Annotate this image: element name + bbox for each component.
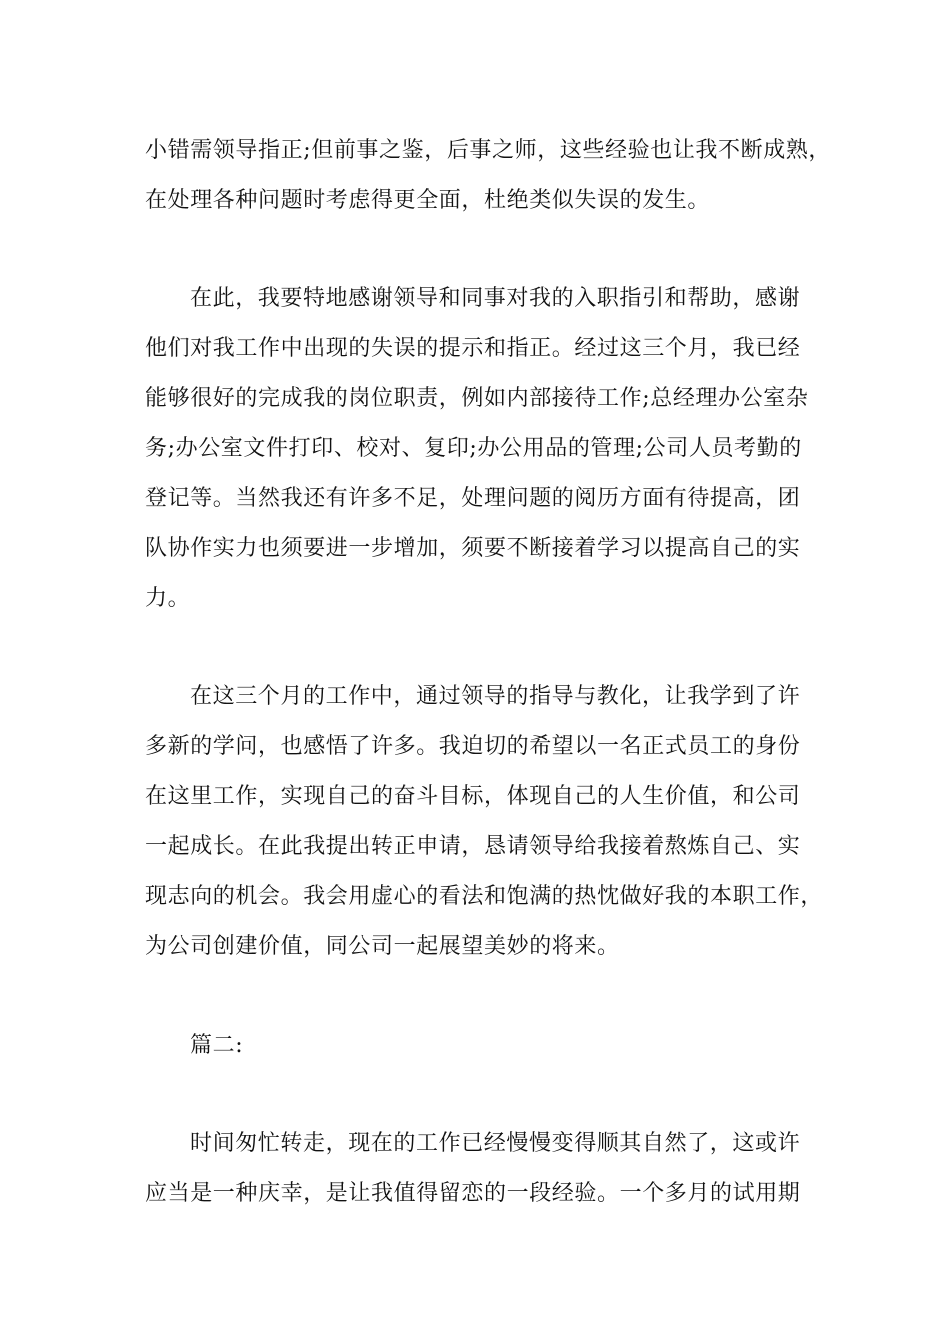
text-line: 队协作实力也须要进一步增加，须要不断接着学习以提高自己的实 [145, 536, 801, 561]
text-line: 为公司创建价值，同公司一起展望美妙的将来。 [145, 934, 620, 959]
text-line: 现志向的机会。我会用虚心的看法和饱满的热忱做好我的本职工作， [145, 884, 824, 909]
text-line: 能够很好的完成我的岗位职责，例如内部接待工作;总经理办公室杂 [145, 386, 809, 411]
text-line: 时间匆忙转走，现在的工作已经慢慢变得顺其自然了，这或许 [190, 1131, 801, 1156]
text-line: 务;办公室文件打印、校对、复印;办公用品的管理;公司人员考勤的 [145, 436, 802, 461]
text-line: 登记等。当然我还有许多不足，处理问题的阅历方面有待提高，团 [145, 486, 801, 511]
text-line: 在处理各种问题时考虑得更全面，杜绝类似失误的发生。 [145, 188, 711, 213]
text-line: 一起成长。在此我提出转正申请，恳请领导给我接着熬炼自己、实 [145, 834, 801, 859]
text-line: 他们对我工作中出现的失误的提示和指正。经过这三个月，我已经 [145, 336, 801, 361]
text-line: 在此，我要特地感谢领导和同事对我的入职指引和帮助，感谢 [190, 286, 801, 311]
text-line: 力。 [145, 586, 191, 611]
text-line: 在这三个月的工作中，通过领导的指导与教化，让我学到了许 [190, 684, 801, 709]
text-line: 在这里工作，实现自己的奋斗目标，体现自己的人生价值，和公司 [145, 784, 801, 809]
text-line: 小错需领导指正;但前事之鉴，后事之师，这些经验也让我不断成熟， [145, 138, 832, 163]
section-heading: 篇二: [190, 1033, 244, 1058]
text-line: 应当是一种庆幸，是让我值得留恋的一段经验。一个多月的试用期 [145, 1181, 801, 1206]
text-line: 多新的学问，也感悟了许多。我迫切的希望以一名正式员工的身份 [145, 734, 801, 759]
